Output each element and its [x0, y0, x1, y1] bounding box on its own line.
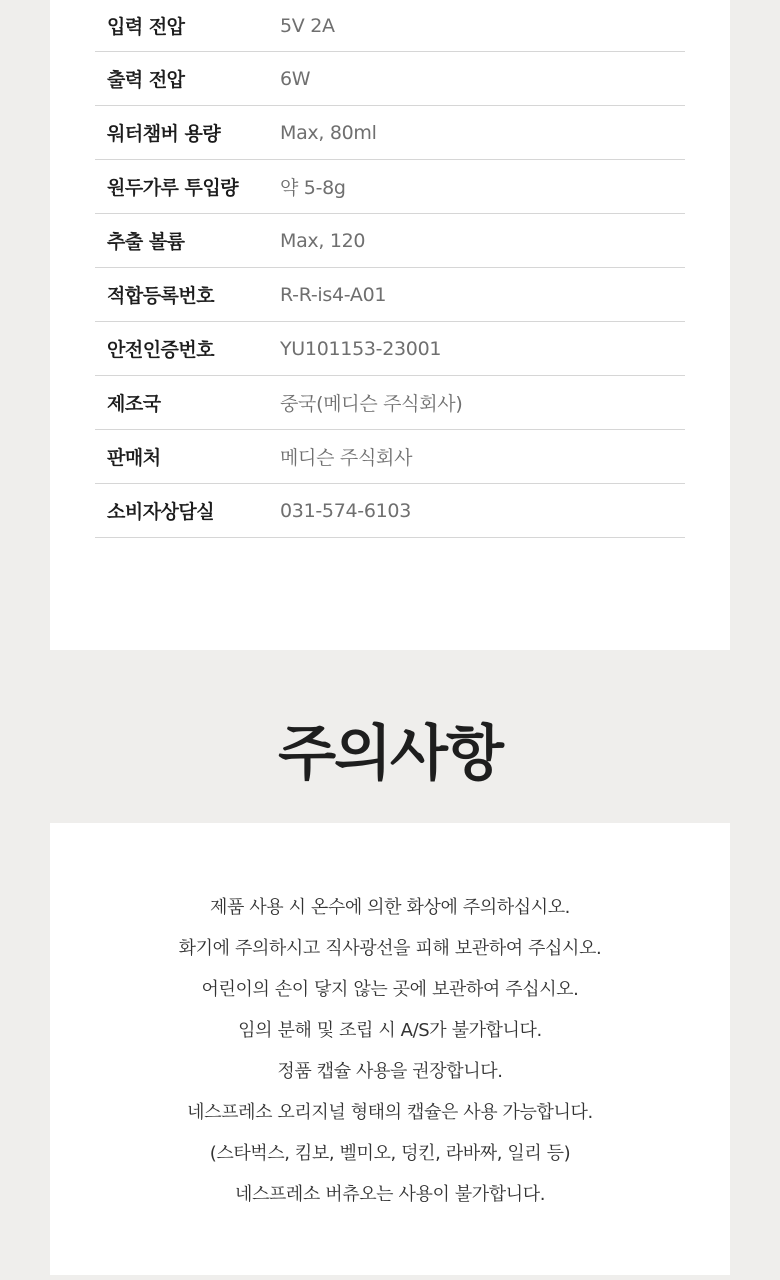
spec-label: 제조국	[107, 393, 161, 415]
spec-value: 메디슨 주식회사	[280, 447, 413, 469]
caution-list	[50, 887, 730, 1215]
spec-row-extraction-volume	[95, 214, 685, 268]
spec-value: 5V 2A	[280, 14, 335, 37]
spec-row-safety-cert	[95, 322, 685, 376]
caution-line: 화기에 주의하시고 직사광선을 피해 보관하여 주십시오.	[178, 938, 602, 959]
caution-line: 네스프레소 오리지널 형태의 캡슐은 사용 가능합니다.	[187, 1102, 593, 1123]
spec-label: 적합등록번호	[107, 285, 215, 307]
spec-value: 031-574-6103	[280, 499, 411, 522]
spec-value: 6W	[280, 67, 311, 90]
caution-line: 임의 분해 및 조립 시 A/S가 불가합니다.	[238, 1020, 542, 1041]
spec-label: 원두가루 투입량	[107, 177, 239, 199]
spec-card	[50, 0, 730, 650]
spec-row-input-voltage	[95, 0, 685, 52]
caution-title: 주의사항	[278, 719, 502, 789]
caution-card	[50, 823, 730, 1275]
spec-value: Max, 120	[280, 229, 366, 252]
spec-label: 출력 전압	[107, 69, 185, 91]
caution-line: 네스프레소 버츄오는 사용이 불가합니다.	[234, 1184, 546, 1205]
spec-row-water-chamber	[95, 106, 685, 160]
spec-table	[95, 0, 685, 538]
spec-label: 소비자상담실	[107, 501, 215, 523]
spec-row-coffee-amount	[95, 160, 685, 214]
spec-label: 입력 전압	[107, 16, 185, 38]
spec-label: 추출 볼륨	[107, 231, 185, 253]
caution-line: 어린이의 손이 닿지 않는 곳에 보관하여 주십시오.	[201, 979, 579, 1000]
spec-value: 중국(메디슨 주식회사)	[280, 393, 463, 415]
spec-value: 약 5-8g	[280, 177, 346, 199]
spec-row-customer-service	[95, 484, 685, 538]
spec-row-seller	[95, 430, 685, 484]
spec-value: Max, 80ml	[280, 121, 377, 144]
spec-row-origin	[95, 376, 685, 430]
spec-value: YU101153-23001	[280, 337, 442, 360]
caution-line: (스타벅스, 킴보, 벨미오, 덩킨, 라바짜, 일리 등)	[209, 1143, 571, 1164]
spec-value: R-R-is4-A01	[280, 283, 387, 306]
caution-line: 제품 사용 시 온수에 의한 화상에 주의하십시오.	[209, 897, 571, 918]
spec-label: 워터챔버 용량	[107, 123, 221, 145]
caution-line: 정품 캡슐 사용을 권장합니다.	[277, 1061, 503, 1082]
spec-label: 안전인증번호	[107, 339, 215, 361]
spec-row-registration	[95, 268, 685, 322]
spec-label: 판매처	[107, 447, 161, 469]
spec-row-output-voltage	[95, 52, 685, 106]
